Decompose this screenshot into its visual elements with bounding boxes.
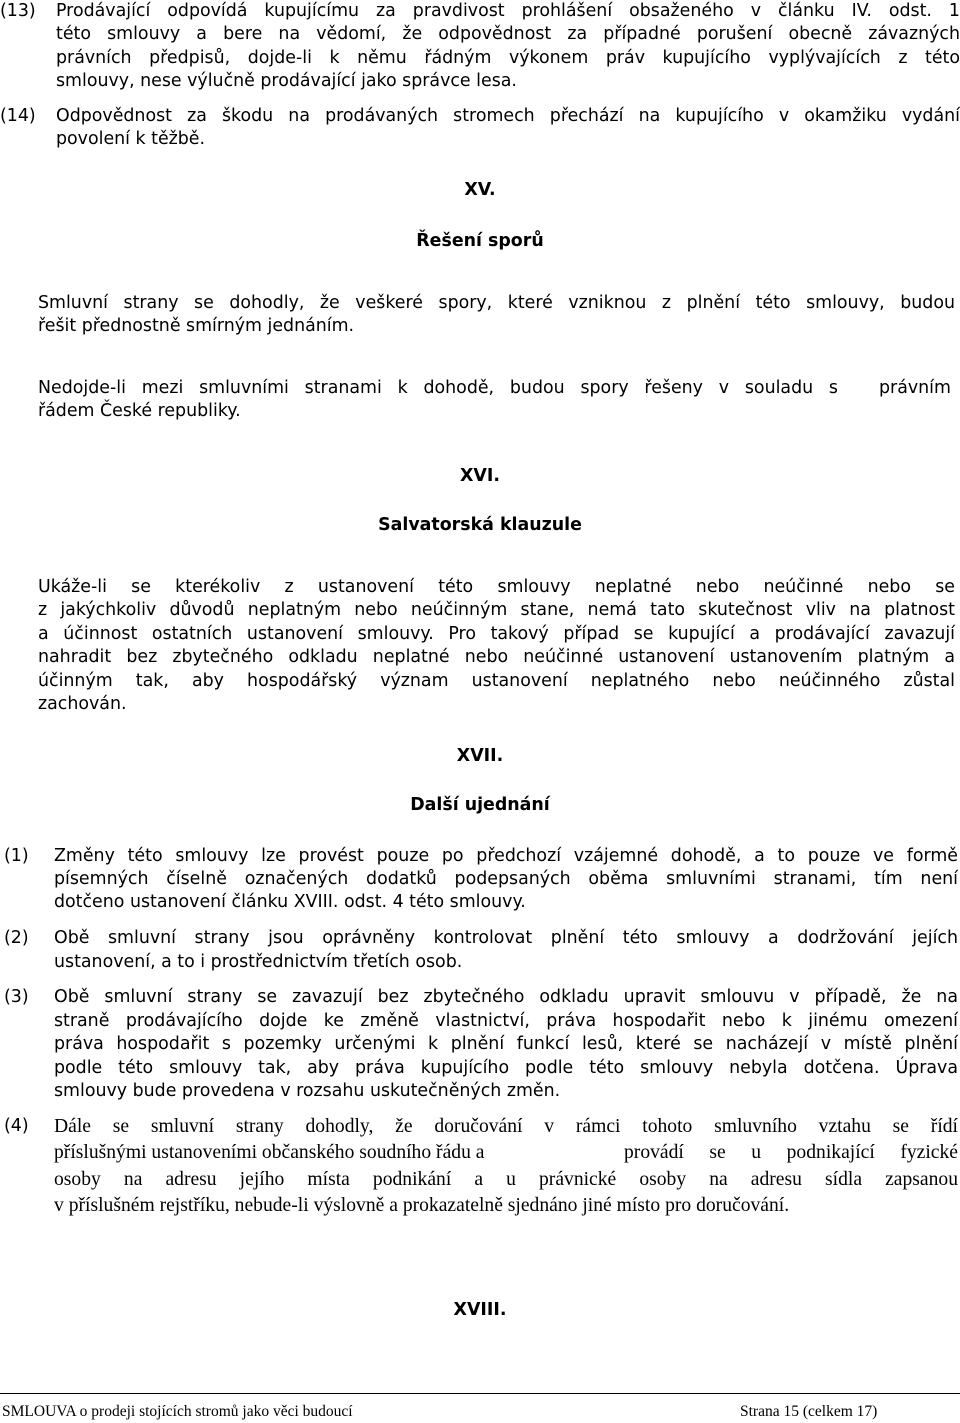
footer-page-number: Strana 15 (celkem 17)	[740, 1403, 878, 1420]
section-number: XVII.	[456, 746, 504, 766]
text-line: Obě smluvní strany jsou oprávněny kontrolovat plnění této smlouvy a dodržování jejích	[54, 928, 958, 948]
section-title: Další ujednání	[410, 795, 550, 815]
text-line: smlouvy bude provedena v rozsahu uskutečněných změn.	[54, 1081, 561, 1101]
footer-document-title: SMLOUVA o prodeji stojících stromů jako věci budoucí	[2, 1403, 353, 1420]
text-line: ustanovení, a to i prostřednictvím třetích osob.	[54, 952, 463, 972]
item-number: (3)	[4, 987, 29, 1007]
text-line: z jakýchkoliv důvodů neplatným nebo neúčinným stane, nemá tato skutečnost vliv na platnost	[38, 600, 955, 620]
text-line: Obě smluvní strany se zavazují bez zbytečného odkladu upravit smlouvu v případě, že na	[54, 987, 958, 1007]
paragraph-number: (13)	[0, 1, 36, 21]
item-number: (4)	[4, 1116, 29, 1136]
text-line: Dále se smluvní strany dohodly, že doručování v rámci tohoto smluvního vztahu se řídí	[54, 1116, 958, 1137]
section-title: Salvatorská klauzule	[378, 515, 582, 535]
text-line: v příslušném rejstříku, nebude-li výslovně a prokazatelně sjednáno jiné místo pro doručování.	[54, 1195, 790, 1216]
item-number: (2)	[4, 928, 29, 948]
text-line: účinným tak, aby hospodářský význam ustanovení neplatného nebo neúčinného zůstal	[38, 671, 955, 691]
page-footer	[0, 1393, 960, 1423]
text-line: příslušnými ustanoveními občanského soudního řádu a	[54, 1142, 485, 1163]
text-line: smlouvy, nese výlučně prodávající jako správce lesa.	[56, 71, 517, 91]
text-line: straně prodávajícího dojde ke změně vlastnictví, práva hospodařit nebo k jinému omezení	[54, 1011, 958, 1031]
text-line: řádem České republiky.	[38, 401, 241, 421]
text-line: Odpovědnost za škodu na prodávaných stromech přechází na kupujícího v okamžiku vydání	[56, 106, 960, 126]
text-line: zachován.	[38, 694, 127, 714]
section-number: XVI.	[460, 466, 500, 486]
text-line: povolení k těžbě.	[56, 129, 206, 149]
text-line: Ukáže-li se kterékoliv z ustanovení této smlouvy neplatné nebo neúčinné nebo se	[38, 577, 955, 597]
text-line: provádí se u podnikající fyzické	[624, 1142, 958, 1163]
text-line: práva hospodařit s pozemky určenými k plnění funkcí lesů, které se nacházejí v místě plnění	[54, 1034, 958, 1054]
text-line: Nedojde-li mezi smluvními stranami k dohodě, budou spory řešeny v souladu s	[38, 378, 838, 398]
text-line: osoby na adresu jejího místa podnikání a u právnické osoby na adresu sídla zapsanou	[54, 1169, 958, 1190]
text-line: nahradit bez zbytečného odkladu neplatné nebo neúčinné ustanovení ustanovením platným a	[38, 647, 955, 667]
text-line: podle této smlouvy tak, aby práva kupujícího podle této smlouvy nebyla dotčena. Úprava	[54, 1058, 958, 1078]
text-line: Prodávající odpovídá kupujícímu za pravdivost prohlášení obsaženého v článku IV. odst. 1	[56, 1, 960, 21]
section-title: Řešení sporů	[416, 231, 544, 251]
text-line: písemných číselně označených dodatků podepsaných oběma smluvními stranami, tím není	[54, 869, 958, 889]
text-line: této smlouvy a bere na vědomí, že odpovědnost za případné porušení obecně závazných	[56, 24, 960, 44]
text-line: Smluvní strany se dohodly, že veškeré spory, které vzniknou z plnění této smlouvy, budou	[38, 293, 955, 313]
text-line: řešit přednostně smírným jednáním.	[38, 316, 355, 336]
text-line: právním	[879, 378, 951, 398]
section-number: XVIII.	[453, 1300, 507, 1320]
text-line: právních předpisů, dojde-li k němu řádným výkonem práv kupujícího vyplývajících z této	[56, 48, 960, 68]
section-number: XV.	[464, 180, 496, 200]
text-line: dotčeno ustanovení článku XVIII. odst. 4 této smlouvy.	[54, 892, 526, 912]
text-line: Změny této smlouvy lze provést pouze po předchozí vzájemné dohodě, a to pouze ve formě	[54, 846, 958, 866]
text-line: a účinnost ostatních ustanovení smlouvy. Pro takový případ se kupující a prodávající zavazují	[38, 624, 955, 644]
item-number: (1)	[4, 846, 29, 866]
paragraph-number: (14)	[0, 106, 36, 126]
